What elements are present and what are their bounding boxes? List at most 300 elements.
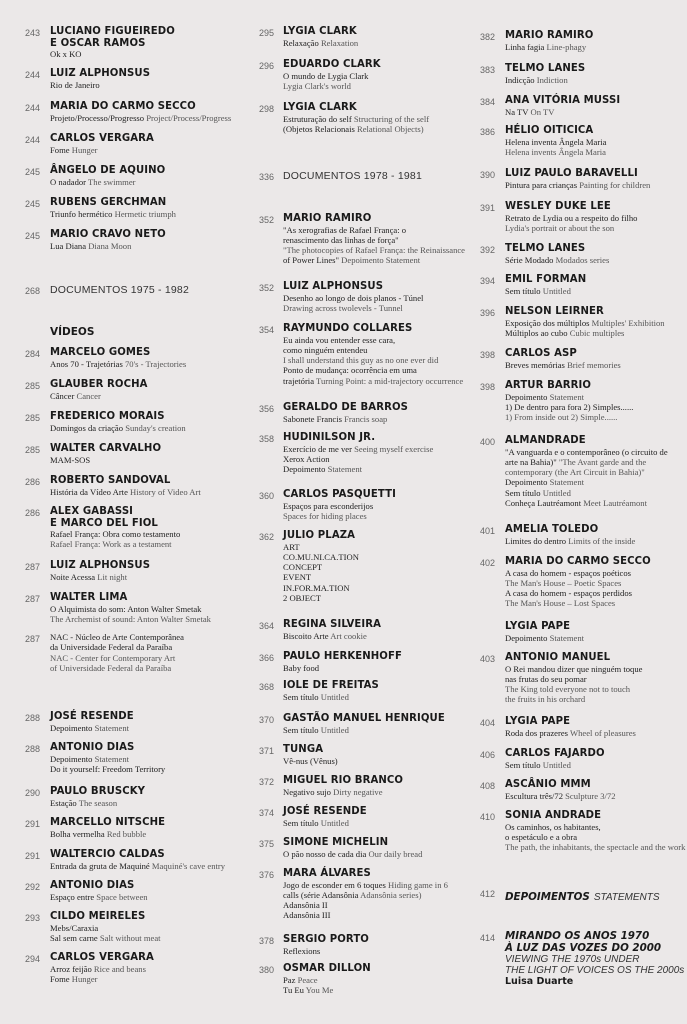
work-title-pt: Arroz feijão: [50, 963, 92, 974]
entry-body: [50, 632, 184, 673]
work-title-line: [283, 946, 371, 956]
work-title-pt: Indicção: [505, 74, 535, 85]
work-title-pt: Depoimento: [50, 722, 93, 733]
work-title-pt: Desenho ao longo de dois planos - Túnel: [283, 292, 424, 303]
work-title-pt: "A vanguarda e o contemporâneo (o circuito de: [505, 446, 668, 457]
page-number: 412: [480, 889, 496, 899]
work-title-line: [505, 213, 637, 223]
section-title: DOCUMENTOS 1975 - 1982: [50, 284, 190, 296]
work-title-pt: Anos 70 - Trajetórias: [50, 358, 123, 369]
work-title-en: Diana Moon: [88, 240, 132, 251]
page-number: 358: [259, 434, 275, 444]
work-title-en: Painting for children: [579, 179, 651, 190]
work-title-line: [50, 829, 168, 839]
page-number: 245: [25, 167, 41, 177]
work-title-en: Space between: [96, 891, 148, 902]
work-title-line: [283, 501, 398, 511]
artist-name: HÉLIO OITICICA: [505, 124, 594, 136]
work-title-en: Indiction: [536, 74, 568, 85]
work-title-line: [505, 180, 650, 190]
page-number: 287: [25, 594, 41, 604]
entry-body: [50, 506, 180, 550]
work-title-line: [50, 113, 231, 123]
work-title-en: Lit night: [97, 571, 128, 582]
page-number: 366: [259, 653, 275, 663]
work-title-line: [505, 598, 654, 608]
entry-body: [283, 402, 411, 424]
work-title-pt: Exposição dos múltiplos: [505, 317, 590, 328]
work-title-pt: Vê-nus (Vênus): [283, 755, 338, 766]
entry-body: [50, 560, 152, 582]
work-title-line: [505, 467, 668, 477]
entry-body: [283, 868, 448, 921]
page-number: 394: [480, 276, 496, 286]
artist-name: SIMONE MICHELIN: [283, 836, 389, 848]
videos-title: VÍDEOS: [50, 326, 95, 338]
work-title-line: [283, 900, 448, 910]
work-title-line: [283, 414, 411, 424]
work-title-pt: of Power Lines": [283, 255, 340, 266]
work-title-pt: 1) De dentro para fora 2) Simples......: [505, 401, 634, 412]
page-number: 352: [259, 215, 275, 225]
work-title-line: [283, 81, 383, 91]
artist-name: JOSÉ RESENDE: [50, 710, 134, 722]
entry-body: [283, 323, 463, 386]
entry-body: [50, 326, 94, 338]
work-title-line: [283, 692, 381, 702]
entry-body: [505, 435, 668, 508]
entry-body: [283, 530, 359, 603]
entry-body: [505, 621, 584, 643]
entry-body: [505, 810, 685, 852]
page-number: 414: [480, 933, 496, 943]
work-title-line: [505, 360, 621, 370]
work-title-pt: Sem título: [283, 724, 319, 735]
work-title-pt: Depoimento: [505, 391, 548, 402]
entry-body: [505, 243, 609, 265]
work-title-pt: Ponto de mudança: ocorrência em uma: [283, 365, 417, 376]
work-title-en: Helena invents Ângela Maria: [505, 146, 606, 157]
work-title-pt: História da Vídeo Arte: [50, 486, 128, 497]
page-number: 368: [259, 682, 275, 692]
work-title-pt: Baby food: [283, 662, 320, 673]
work-title-en: Statement: [327, 464, 363, 475]
work-title-line: [283, 255, 465, 265]
work-title-pt: Espaço entre: [50, 891, 95, 902]
entry-body: [50, 379, 150, 401]
work-title-line: [283, 787, 406, 797]
artist-name: NELSON LEIRNER: [505, 305, 604, 317]
page-number: 286: [25, 477, 41, 487]
work-title-en: Project/Process/Progress: [146, 112, 232, 123]
page-number: 384: [480, 97, 496, 107]
work-title-en: Dirty negative: [333, 786, 383, 797]
artist-name: TELMO LANES: [505, 62, 586, 74]
entry-body: [505, 779, 616, 801]
work-title-line: [50, 892, 148, 902]
work-title-en: Rice and beans: [93, 963, 146, 974]
work-title-line: [50, 764, 165, 774]
work-title-pt: Rafael França: Obra como testamento: [50, 529, 181, 539]
work-title-line: [283, 114, 429, 124]
work-title-line: [50, 663, 184, 673]
statements-heading: [505, 887, 660, 905]
work-title-pt: O Alquimista do som: Anton Walter Smetak: [50, 603, 202, 614]
artist-name: REGINA SILVEIRA: [283, 618, 382, 630]
work-title-pt: Pintura para crianças: [505, 179, 578, 190]
work-title-line: [283, 225, 465, 235]
work-title-pt: Mebs/Caraxia: [50, 922, 99, 933]
work-title-pt: Linha fagia: [505, 41, 545, 52]
entry-body: [50, 347, 186, 369]
work-title-line: [505, 137, 606, 147]
entry-body: [50, 592, 211, 624]
entry-body: [505, 652, 642, 705]
work-title-line: [283, 890, 448, 900]
artist-name: WALTERCIO CALDAS: [50, 848, 165, 860]
work-title-en: Maquiné's cave entry: [151, 860, 226, 871]
artist-name: RAYMUNDO COLLARES: [283, 322, 413, 334]
work-title-en: The season: [78, 797, 118, 808]
work-title-line: [283, 849, 422, 859]
work-title-line: [283, 464, 433, 474]
work-title-en: The Man's House – Poetic Spaces: [505, 577, 622, 588]
work-title-line: [505, 477, 668, 487]
entry-body: [50, 197, 176, 219]
entry-body: [283, 963, 373, 995]
work-title-line: [50, 359, 186, 369]
work-title-pt: Entrada da gruta de Maquiné: [50, 860, 150, 871]
work-title-line: [50, 861, 225, 871]
work-title-pt: Paz: [283, 974, 296, 985]
work-title-line: [505, 832, 685, 842]
entry-body: [50, 849, 225, 871]
work-title-pt: Bolha vermelha: [50, 828, 105, 839]
work-title-en: The Archemist of sound: Anton Walter Smetak: [50, 613, 211, 624]
work-title-en: Untitled: [542, 285, 571, 296]
work-title-pt: Na TV: [505, 106, 529, 117]
page-number: 392: [480, 245, 496, 255]
work-title-en: Hiding game in 6: [388, 879, 448, 890]
work-title-line: [505, 488, 668, 498]
work-title-pt: Estação: [50, 797, 77, 808]
work-title-en: 1) From inside out 2) Simple......: [505, 412, 618, 423]
page-number: 398: [480, 350, 496, 360]
work-title-pt: Biscoito Arte: [283, 630, 329, 641]
page-number: 408: [480, 781, 496, 791]
work-title-pt: como ninguém entendeu: [283, 344, 368, 355]
work-title-pt: Xerox Action: [283, 453, 330, 464]
work-title-pt: Múltiplos ao cubo: [505, 327, 568, 338]
page-number: 401: [480, 526, 496, 536]
work-title-pt: Reflexions: [283, 945, 321, 956]
page-number: 290: [25, 788, 41, 798]
work-title-pt: Depoimento: [283, 464, 326, 475]
work-title-line: [50, 49, 177, 59]
work-title-en: Untitled: [320, 691, 349, 702]
work-title-en: Meet Lautréamont: [583, 497, 647, 508]
work-title-en: Relaxation: [320, 37, 359, 48]
work-title-en: Red bubble: [106, 828, 147, 839]
work-title-pt: A casa do homem - espaços perdidos: [505, 588, 632, 599]
work-title-pt: Sabonete Francis: [283, 413, 342, 424]
entry-body: [50, 165, 168, 187]
entry-body: [505, 748, 607, 770]
work-title-line: [50, 423, 186, 433]
work-title-line: [50, 974, 156, 984]
work-title-line: [50, 604, 211, 614]
entry-body: [50, 880, 148, 902]
work-title-line: [505, 760, 607, 770]
essay-author: Luisa Duarte: [505, 976, 574, 987]
artist-name: ALEX GABASSI E MARCO DEL FIOL: [50, 505, 158, 529]
work-title-pt: Ok x KO: [50, 49, 82, 59]
artist-name: LUIZ ALPHONSUS: [283, 280, 384, 292]
work-title-line: [505, 318, 665, 328]
page-number: 336: [259, 172, 275, 182]
work-title-en: Sculpture 3/72: [565, 790, 616, 801]
work-title-line: [283, 818, 368, 828]
work-title-pt: Sem título: [505, 285, 541, 296]
artist-name: GLAUBER ROCHA: [50, 378, 148, 390]
statements-en: STATEMENTS: [593, 892, 660, 903]
page-number: 352: [259, 283, 275, 293]
work-title-line: [50, 529, 180, 539]
artist-name: CARLOS VERGARA: [50, 951, 154, 963]
work-title-line: [505, 107, 623, 117]
entry-body: [283, 775, 406, 797]
artist-name: ROBERTO SANDOVAL: [50, 474, 171, 486]
work-title-en: Brief memories: [567, 359, 621, 370]
work-title-pt: CONCEPT: [283, 562, 323, 573]
artist-name: ANTONIO DIAS: [50, 879, 135, 891]
work-title-pt: Os caminhos, os habitantes,: [505, 821, 601, 832]
artist-name: EDUARDO CLARK: [283, 58, 381, 70]
page-number: 406: [480, 750, 496, 760]
work-title-pt: EVENT: [283, 572, 312, 583]
artist-name: MARCELO GOMES: [50, 346, 151, 358]
work-title-line: [50, 933, 161, 943]
work-title-line: [283, 335, 463, 345]
work-title-en: 70's - Trajectories: [124, 358, 187, 369]
work-title-en: Hunger: [71, 973, 98, 984]
artist-name: LUIZ PAULO BARAVELLI: [505, 167, 638, 179]
artist-name: IOLE DE FREITAS: [283, 679, 379, 691]
work-title-pt: Projeto/Processo/Progresso: [50, 112, 145, 123]
entry-body: [283, 26, 358, 48]
work-title-en: Spaces for hiding places: [283, 510, 367, 521]
work-title-en: The Man's House – Lost Spaces: [505, 598, 616, 609]
work-title-line: [505, 694, 642, 704]
work-title-pt: Adansônia II: [283, 900, 328, 911]
work-title-pt: Tu Eu: [283, 984, 304, 995]
work-title-line: [283, 756, 338, 766]
work-title-line: [505, 791, 616, 801]
work-title-line: [50, 653, 184, 663]
work-title-pt: Do it yourself: Freedom Territory: [50, 763, 166, 774]
entry-body: [505, 931, 684, 987]
work-title-line: [505, 255, 609, 265]
artist-name: MARIO CRAVO NETO: [50, 228, 166, 240]
artist-name: OSMAR DILLON: [283, 962, 371, 974]
page-number: 286: [25, 508, 41, 518]
page-number: 390: [480, 170, 496, 180]
work-title-line: [283, 71, 383, 81]
artist-name: SERGIO PORTO: [283, 933, 369, 945]
entry-body: [283, 806, 368, 828]
work-title-line: [283, 245, 465, 255]
work-title-en: You Me: [305, 984, 334, 995]
work-title-pt: Negativo sujo: [283, 786, 331, 797]
artist-name: GERALDO DE BARROS: [283, 401, 408, 413]
page-number: 354: [259, 325, 275, 335]
entry-body: [283, 489, 398, 521]
work-title-pt: renascimento das linhas de força": [283, 234, 399, 245]
work-title-en: NAC - Center for Contemporary Art: [50, 652, 176, 663]
work-title-en: The path, the inhabitants, the spectacle and the work: [505, 842, 686, 853]
work-title-line: [50, 632, 184, 642]
entry-body: [283, 713, 448, 735]
essay-title: MIRANDO OS ANOS 1970 À LUZ DAS VOZES DO 2000: [505, 930, 662, 954]
work-title-line: [50, 964, 156, 974]
work-title-line: [50, 572, 152, 582]
work-title-pt: (Objetos Relacionais: [283, 123, 355, 134]
work-title-line: [505, 568, 654, 578]
work-title-line: [50, 455, 163, 465]
work-title-en: Wheel of pleasures: [570, 727, 636, 738]
entry-body: [50, 443, 163, 465]
artist-name: LYGIA PAPE: [505, 620, 571, 632]
work-title-line: [283, 725, 448, 735]
page-number: 288: [25, 744, 41, 754]
page-number: 374: [259, 808, 275, 818]
work-title-pt: Sem título: [505, 759, 541, 770]
page-number: 243: [25, 28, 41, 38]
work-title-en: Turning Point: a mid-trajectory occurrence: [316, 375, 464, 386]
entry-body: [505, 30, 595, 52]
work-title-line: [50, 80, 152, 90]
work-title-en: Statement: [549, 391, 585, 402]
page-number: 382: [480, 32, 496, 42]
work-title-en: Line-phagy: [546, 41, 587, 52]
work-title-en: History of Video Art: [130, 486, 201, 497]
entry-body: [50, 229, 168, 251]
page-number: 287: [25, 634, 41, 644]
work-title-en: Statement: [549, 632, 585, 643]
essay-title-en: VIEWING THE 1970s UNDER THE LIGHT OF VOICES OS THE 2000s: [505, 954, 685, 976]
page-number: 386: [480, 127, 496, 137]
page-number: 403: [480, 654, 496, 664]
work-title-en: of Universidade Federal da Paraíba: [50, 662, 172, 673]
work-title-line: [283, 365, 463, 375]
artist-name: LUCIANO FIGUEIREDO E OSCAR RAMOS: [50, 25, 175, 49]
artist-name: ASCÂNIO MMM: [505, 778, 591, 790]
entry-body: [50, 711, 135, 733]
work-title-en: Salt without meat: [99, 932, 161, 943]
page-number: 362: [259, 532, 275, 542]
entry-body: [283, 619, 383, 641]
work-title-line: [505, 588, 654, 598]
page-number: 291: [25, 819, 41, 829]
work-title-pt: Sem título: [283, 817, 319, 828]
work-title-en: Lydia's portrait or about the son: [505, 222, 615, 233]
page-number: 244: [25, 70, 41, 80]
work-title-line: [505, 633, 584, 643]
work-title-pt: arte na Bahia)": [505, 456, 557, 467]
page-number: 292: [25, 882, 41, 892]
entry-body: [505, 274, 588, 296]
work-title-pt: 2 OBJECT: [283, 592, 321, 603]
artist-name: LYGIA PAPE: [505, 715, 571, 727]
page-number: 400: [480, 437, 496, 447]
work-title-en: Untitled: [320, 817, 349, 828]
work-title-pt: Breves memórias: [505, 359, 565, 370]
work-title-pt: Domingos da criação: [50, 422, 124, 433]
work-title-pt: Depoimento: [505, 632, 548, 643]
work-title-line: [50, 391, 150, 401]
work-title-line: [283, 631, 383, 641]
page-number: 410: [480, 812, 496, 822]
work-title-en: Our daily bread: [368, 848, 423, 859]
entry-body: [283, 170, 422, 182]
artist-name: JOSÉ RESENDE: [283, 805, 367, 817]
entry-body: [283, 744, 338, 766]
work-title-pt: Helena inventa Ângela Maria: [505, 136, 607, 147]
work-title-line: [283, 562, 359, 572]
entry-body: [50, 817, 168, 839]
page-number: 288: [25, 713, 41, 723]
artist-name: CARLOS PASQUETTI: [283, 488, 396, 500]
work-title-pt: calls (série Adansônia: [283, 889, 359, 900]
artist-name: RUBENS GERCHMAN: [50, 196, 167, 208]
work-title-line: [505, 536, 635, 546]
artist-name: GASTÃO MANUEL HENRIQUE: [283, 712, 445, 724]
work-title-en: Untitled: [320, 724, 349, 735]
work-title-pt: O mundo de Lygia Clark: [283, 70, 369, 81]
work-title-en: Limits of the inside: [568, 535, 636, 546]
work-title-line: [505, 286, 588, 296]
page-number: 364: [259, 621, 275, 631]
work-title-pt: Adansônia III: [283, 910, 331, 921]
work-title-pt: trajetória: [283, 375, 315, 386]
work-title-line: [505, 328, 665, 338]
work-title-en: Modados series: [555, 254, 610, 265]
work-title-en: Multiples' Exhibition: [591, 317, 665, 328]
entry-body: [505, 201, 637, 233]
work-title-en: Francis soap: [344, 413, 388, 424]
work-title-pt: Depoimento: [505, 477, 548, 488]
work-title-pt: Triunfo hermético: [50, 208, 113, 219]
page-number: 380: [259, 965, 275, 975]
artist-name: JULIO PLAZA: [283, 529, 356, 541]
work-title-line: [505, 664, 642, 674]
entry-body: [505, 168, 650, 190]
work-title-en: Art cookie: [330, 630, 367, 641]
entry-body: [283, 432, 433, 474]
work-title-en: Peace: [297, 974, 318, 985]
work-title-line: [283, 583, 359, 593]
work-title-pt: Câncer: [50, 390, 75, 401]
work-title-en: Statement: [94, 722, 130, 733]
page-number: 372: [259, 777, 275, 787]
entry-body: [50, 101, 231, 123]
artist-name: MARA ÁLVARES: [283, 867, 371, 879]
artist-name: MARCELLO NITSCHE: [50, 816, 166, 828]
work-title-pt: IN.FOR.MA.TION: [283, 582, 350, 593]
entry-body: [50, 742, 165, 774]
work-title-line: [50, 487, 201, 497]
page-number: 391: [480, 203, 496, 213]
